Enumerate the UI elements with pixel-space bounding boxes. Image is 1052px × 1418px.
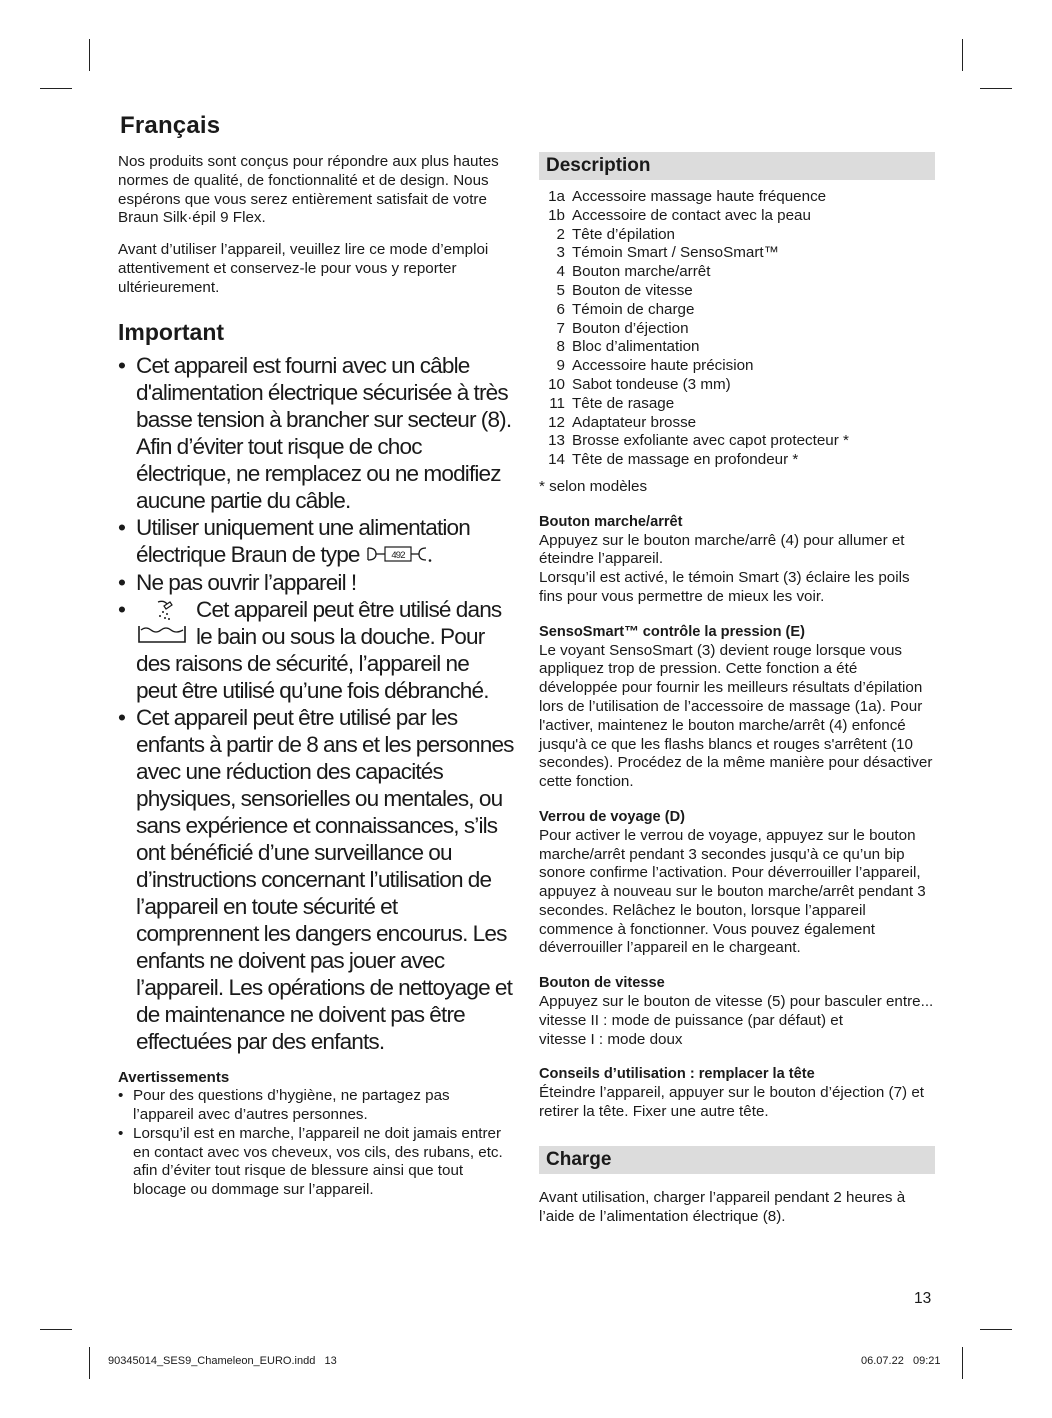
power-supply-type-icon: [365, 542, 433, 569]
description-item-label: Sabot tondeuse (3 mm): [572, 375, 731, 393]
section-heading: Bouton de vitesse: [539, 975, 665, 992]
description-item: [539, 432, 935, 451]
charge-paragraph: Avant utilisation, charger l’appareil pendant 2 heures à l’aide de l’alimentation électrique (8).: [539, 1188, 906, 1225]
description-item-number: 5: [556, 281, 565, 299]
description-item-number: 2: [556, 225, 565, 243]
warning-item: • Pour des questions d’hygiène, ne partagez pas l’appareil avec d’autres personnes.: [118, 1087, 450, 1123]
crop-mark: [962, 39, 963, 71]
shower-bath-icon: [136, 598, 186, 650]
description-item-label: Bouton de vitesse: [572, 281, 693, 299]
important-item: • Cet appareil peut être utilisé par les enfants à partir de 8 ans et les personnes avec une réduction des capacités physiques, sensorielles ou mentales, ou sans expérience et connaissances, s’ils ont bénéficié d’une surveillance ou d’instructions concernant l’utilisation de l’appareil en toute sécurité et comprennent les dangers encourus. Les enfants ne doivent pas jouer avec l’appareil. Les opérations de nettoyage et de maintenance ne doivent pas être effectuées par des enfants.: [118, 705, 514, 1055]
description-item: [539, 263, 935, 282]
important-item: • Ne pas ouvrir l’appareil !: [118, 570, 357, 596]
crop-mark: [40, 1329, 72, 1330]
description-item: [539, 376, 935, 395]
description-item: [539, 301, 935, 320]
description-item: [539, 395, 935, 414]
description-item: [539, 451, 935, 470]
important-list: [118, 352, 514, 1056]
description-item-label: Témoin Smart / SensoSmart™: [572, 244, 779, 262]
description-list: [539, 188, 935, 470]
description-item: [539, 188, 935, 207]
section-paragraph: vitesse I : mode doux: [539, 1030, 683, 1048]
language-title: Français: [120, 112, 221, 139]
section-heading: Conseils d’utilisation : remplacer la tête: [539, 1066, 815, 1083]
description-item: [539, 244, 935, 263]
crop-mark: [980, 88, 1012, 89]
section-heading: Bouton marche/arrêt: [539, 513, 683, 530]
important-item: • Cet appareil peut être utilisé dans le bain ou sous la douche. Pour des raisons de sécurité, l’appareil ne peut être utilisé qu’une fois débranché.: [118, 597, 502, 704]
description-item-number: 1a: [548, 188, 565, 205]
description-item-label: Accessoire massage haute fréquence: [572, 188, 827, 205]
section-heading: Verrou de voyage (D): [539, 808, 685, 825]
description-item-label: Tête de rasage: [572, 394, 675, 412]
description-item: [539, 226, 935, 245]
description-item-label: Tête de massage en profondeur *: [572, 451, 799, 469]
description-item-number: 8: [556, 338, 565, 356]
warning-item: • Lorsqu’il est en marche, l’appareil ne doit jamais entrer en contact avec vos cheveux, vos cils, des rubans, etc. afin d’éviter tout risque de blessure ainsi que tout blocage ou dommage sur l’appareil.: [118, 1124, 503, 1199]
important-heading: Important: [118, 318, 225, 345]
description-item-label: Accessoire de contact avec la peau: [572, 206, 811, 224]
crop-mark: [89, 1347, 90, 1379]
description-item-label: Bouton d’éjection: [572, 319, 689, 337]
crop-mark: [89, 39, 90, 71]
description-item-label: Bouton marche/arrêt: [572, 263, 711, 281]
section-paragraph: vitesse II : mode de puissance (par défaut) et: [539, 1011, 843, 1029]
description-item-label: Accessoire haute précision: [572, 357, 754, 375]
page-number: 13: [914, 1290, 932, 1307]
intro-paragraph: Nos produits sont conçus pour répondre aux plus hautes normes de qualité, de fonctionnalité et de design. Nous espérons que vous serez entièrement satisfait de votre Braun Silk·épil 9 Flex.: [118, 153, 499, 227]
description-heading: Description: [539, 152, 935, 180]
important-item: • Utiliser uniquement une alimentation électrique Braun de type 492: [118, 514, 514, 570]
charge-heading: Charge: [539, 1146, 935, 1174]
crop-mark: [980, 1329, 1012, 1330]
description-item-number: 4: [556, 263, 565, 281]
description-item-number: 10: [548, 375, 565, 393]
crop-mark: [40, 88, 72, 89]
description-item: [539, 414, 935, 433]
description-item-number: 13: [548, 432, 565, 450]
description-item-label: Adaptateur brosse: [572, 413, 697, 431]
description-item-number: 3: [556, 244, 565, 262]
right-column: [539, 152, 935, 1226]
section-paragraph: Appuyez sur le bouton marche/arrê (4) pour allumer et éteindre l’appareil.: [539, 531, 905, 568]
models-note: * selon modèles: [539, 477, 648, 495]
warnings-list: [118, 1087, 514, 1200]
description-item-label: Brosse exfoliante avec capot protecteur *: [572, 432, 849, 450]
description-item-number: 7: [556, 319, 565, 337]
description-item-number: 11: [549, 394, 565, 412]
description-item: [539, 338, 935, 357]
description-item-number: 12: [548, 413, 565, 431]
crop-mark: [962, 1347, 963, 1379]
section-paragraph: Lorsqu’il est activé, le témoin Smart (3) éclaire les poils fins pour vous permettre de mieux les voir.: [539, 569, 910, 605]
description-item-number: 6: [556, 300, 565, 318]
warnings-heading: Avertissements: [118, 1069, 230, 1087]
section-paragraph: Pour activer le verrou de voyage, appuyez sur le bouton marche/arrêt pendant 3 secondes jusqu’à ce qu’un bip sonore confirme l’activation. Pour déverrouiller l’appareil, appuyez à nouveau sur le bouton marche/arrêt pendant 3 secondes. Relâchez le bouton, lorsque l’appareil commence à fonctionner. Vous pouvez également déverrouiller l’appareil en le chargeant.: [539, 826, 926, 957]
description-item: [539, 282, 935, 301]
description-item-number: 14: [548, 451, 565, 469]
footer-date: 06.07.22 09:21: [861, 1355, 941, 1367]
left-column: [118, 112, 514, 1200]
description-item-label: Bloc d’alimentation: [572, 338, 700, 356]
description-item: [539, 207, 935, 226]
instruction-sections: [539, 513, 935, 1122]
footer-file-info: 90345014_SES9_Chameleon_EURO.indd 13: [108, 1355, 337, 1367]
section-paragraph: Éteindre l’appareil, appuyer sur le bouton d’éjection (7) et retirer la tête. Fixer une autre tête.: [539, 1084, 924, 1121]
description-item-number: 9: [556, 357, 565, 375]
section-paragraph: Le voyant SensoSmart (3) devient rouge lorsque vous appliquez trop de pression. Cette fonction a été développée pour fournir les meilleurs résultats d’épilation lors de l’utilisation de l’accessoire de massage (1a). Pour l'activer, maintenez le bouton marche/arrêt (4) enfoncé jusqu'à ce que les flashs blancs et rouges s'arrêtent (10 secondes). Procédez de la même manière pour désactiver cette fonction.: [539, 641, 933, 791]
section-heading: SensoSmart™ contrôle la pression (E): [539, 623, 805, 640]
description-item: [539, 320, 935, 339]
svg-text:492: 492: [391, 550, 405, 562]
description-item-number: 1b: [548, 206, 565, 224]
description-item: [539, 357, 935, 376]
section-paragraph: Appuyez sur le bouton de vitesse (5) pour basculer entre...: [539, 993, 934, 1011]
intro-paragraph: Avant d’utiliser l’appareil, veuillez lire ce mode d’emploi attentivement et conservez-le pour vous y reporter ultérieurement.: [118, 241, 489, 296]
important-item: • Cet appareil est fourni avec un câble d'alimentation électrique sécurisée à très basse tension à brancher sur secteur (8). Afin d’éviter tout risque de choc électrique, ne remplacez ou ne modifiez aucune partie du câble.: [118, 352, 512, 513]
description-item-label: Tête d’épilation: [572, 225, 676, 243]
description-item-label: Témoin de charge: [572, 300, 695, 318]
